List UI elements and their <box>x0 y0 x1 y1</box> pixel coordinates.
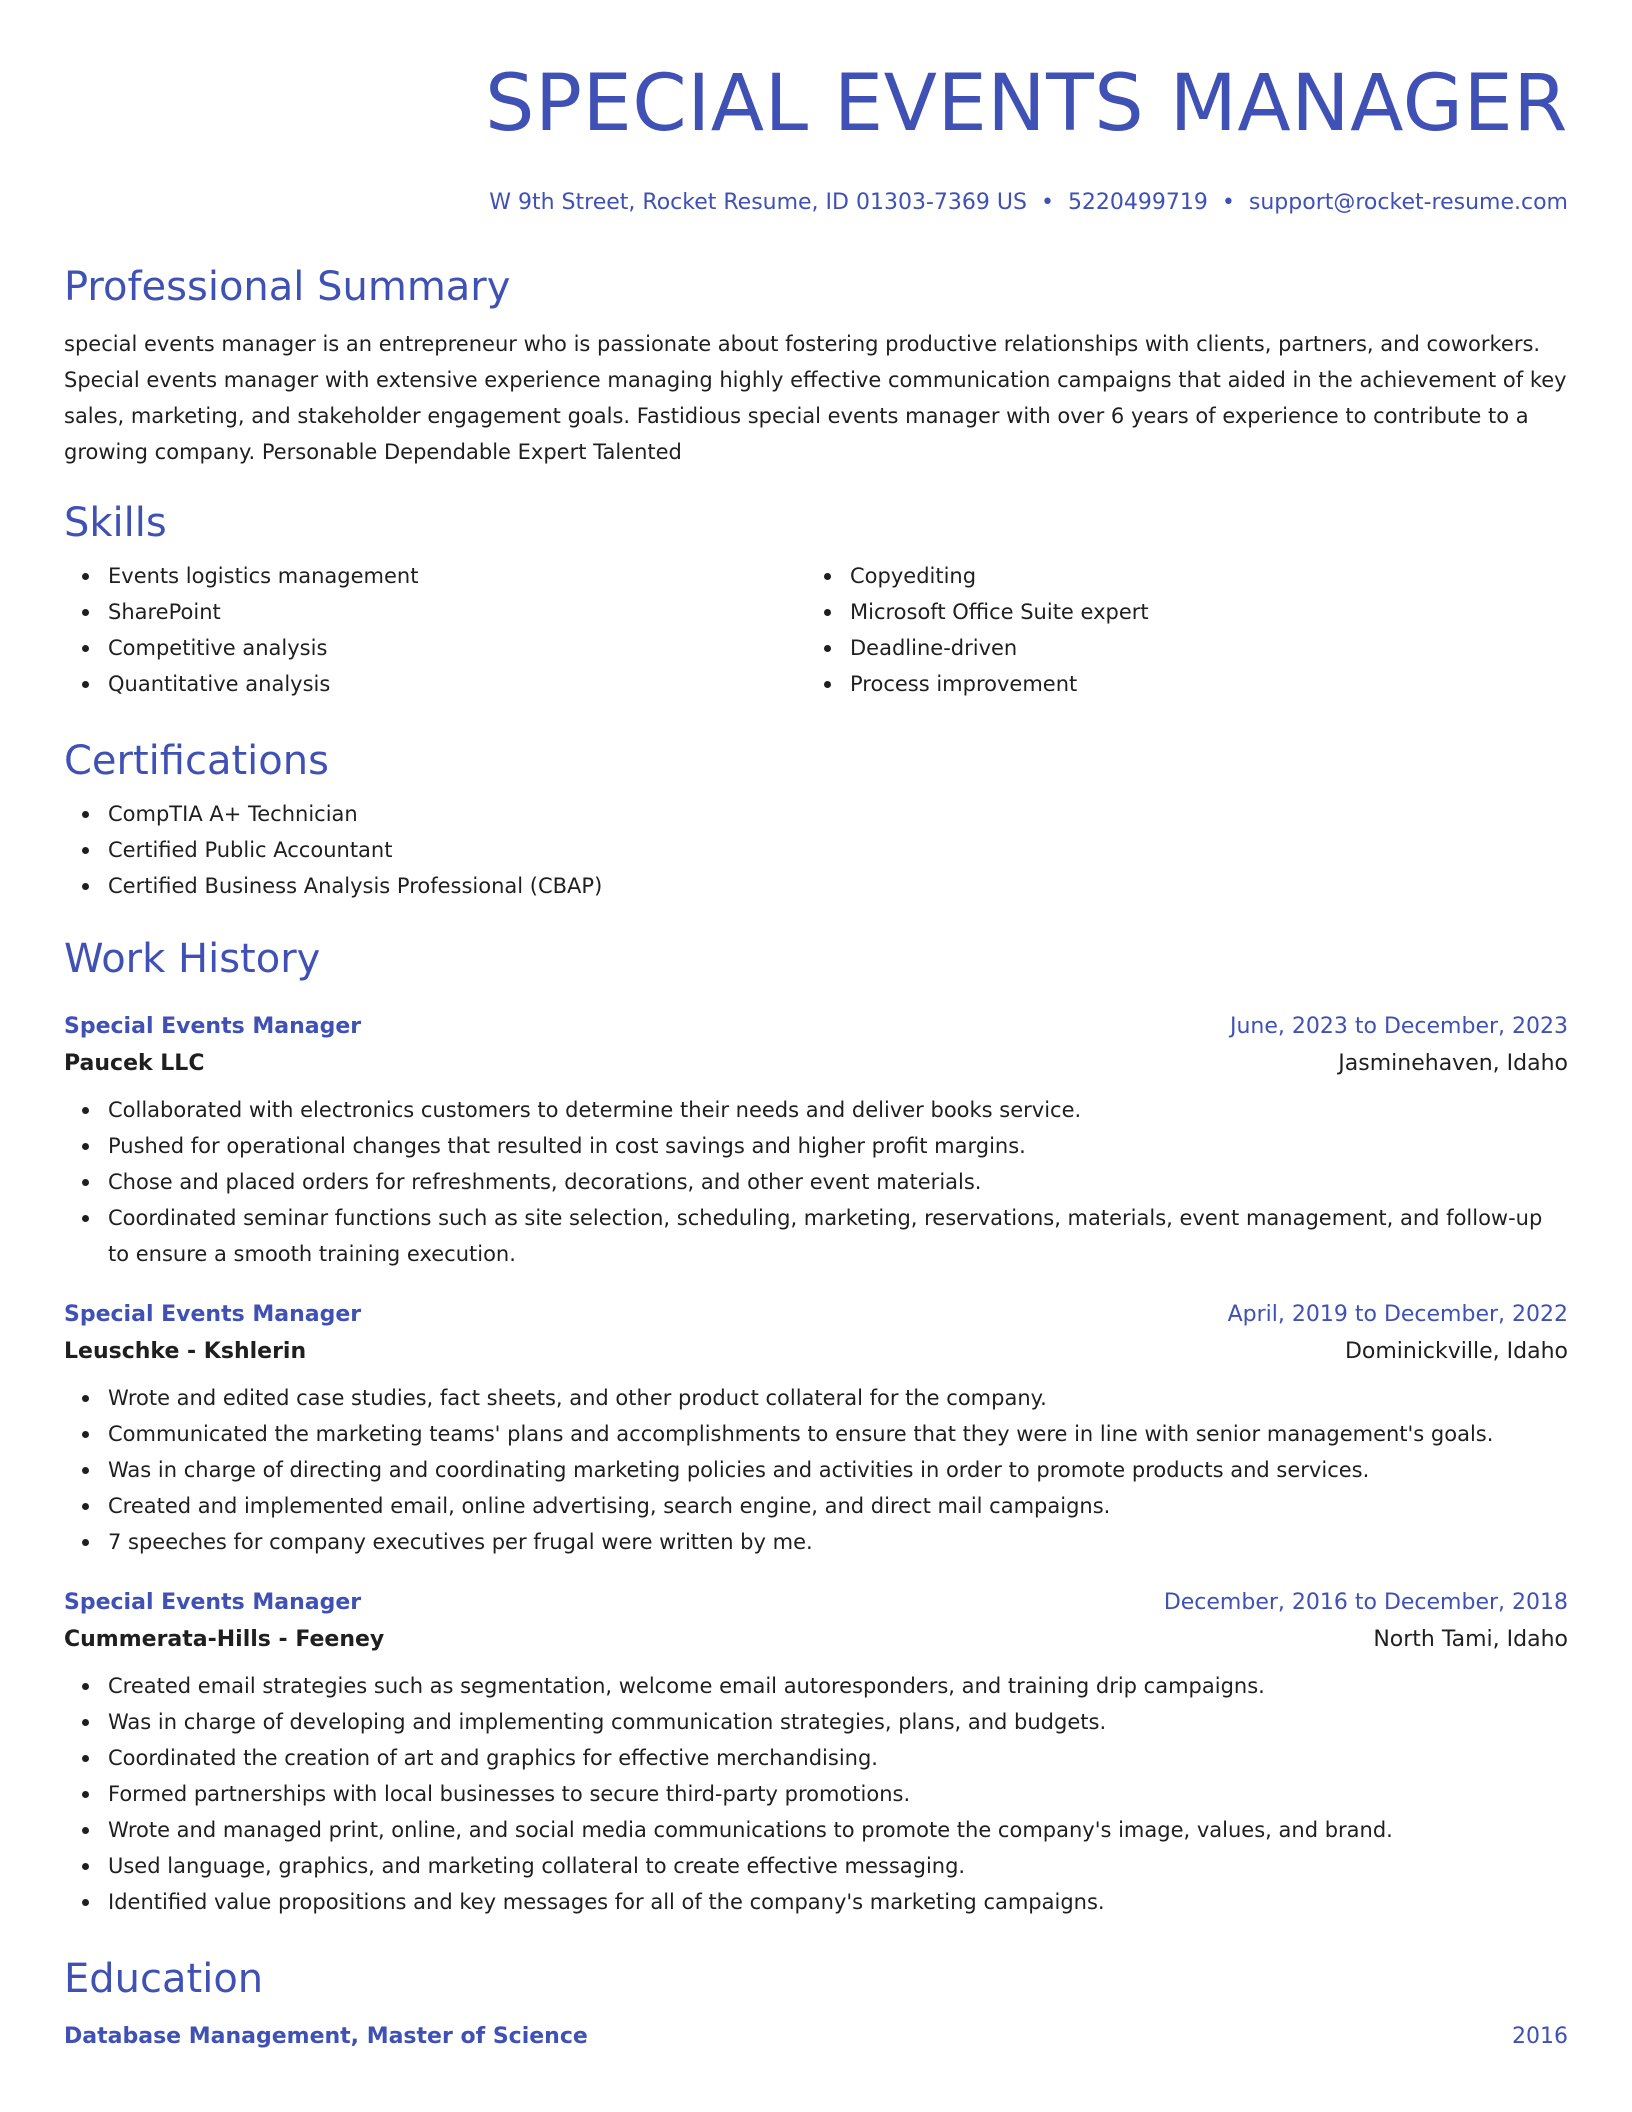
contact-line <box>64 188 1568 218</box>
job-bullet: Wrote and edited case studies, fact sheets, and other product collateral for the company. <box>108 1380 1568 1416</box>
job-company: Cummerata-Hills - Feeney <box>64 1627 385 1652</box>
job-entry <box>64 1010 1568 1272</box>
job-location: North Tami, Idaho <box>1373 1627 1568 1652</box>
job-bullets <box>64 1092 1568 1272</box>
education-row <box>64 2020 1568 2054</box>
job-entry <box>64 1586 1568 1920</box>
job-dates: April, 2019 to December, 2022 <box>1227 1302 1568 1327</box>
job-bullets <box>64 1668 1568 1920</box>
separator-dot: • <box>1040 190 1054 215</box>
job-company: Paucek LLC <box>64 1051 205 1076</box>
contact-address: W 9th Street, Rocket Resume, ID 01303-7369 US <box>489 190 1027 215</box>
skill-item: Deadline-driven <box>850 630 1548 666</box>
education-degree: Database Management, Master of Science <box>64 2024 588 2049</box>
skill-item: Process improvement <box>850 666 1548 702</box>
job-bullet: Chose and placed orders for refreshments, decorations, and other event materials. <box>108 1164 1568 1200</box>
skill-item: Copyediting <box>850 558 1548 594</box>
job-header-row <box>64 1298 1568 1332</box>
job-bullet: 7 speeches for company executives per frugal were written by me. <box>108 1524 1568 1560</box>
job-bullet: Wrote and managed print, online, and social media communications to promote the company's image, values, and brand. <box>108 1812 1568 1848</box>
summary-text: special events manager is an entrepreneur who is passionate about fostering productive relationships with clients, partners, and coworkers. Special events manager with extensive experience managing highly effective communication campaigns that aided in the achievement of key sales, marketing, and stakeholder engagement goals. Fastidious special events manager with over 6 years of experience to contribute to a growing company. Personable Dependable Expert Talented <box>64 332 1567 464</box>
job-location: Jasminehaven, Idaho <box>1338 1051 1568 1076</box>
job-location: Dominickville, Idaho <box>1344 1339 1568 1364</box>
job-bullet: Was in charge of directing and coordinating marketing policies and activities in order to promote products and services. <box>108 1452 1568 1488</box>
skills-column-right <box>806 558 1548 702</box>
skills-column-left <box>64 558 806 702</box>
separator-dot: • <box>1221 190 1235 215</box>
section-heading-summary: Professional Summary <box>64 264 511 310</box>
job-dates: June, 2023 to December, 2023 <box>1229 1014 1568 1039</box>
certification-item: CompTIA A+ Technician <box>108 796 1568 832</box>
section-heading-education: Education <box>64 1956 264 2002</box>
job-bullet: Pushed for operational changes that resulted in cost savings and higher profit margins. <box>108 1128 1568 1164</box>
job-bullet: Created and implemented email, online advertising, search engine, and direct mail campaigns. <box>108 1488 1568 1524</box>
work-history-section <box>64 934 1568 1920</box>
certification-item: Certified Public Accountant <box>108 832 1568 868</box>
job-title: Special Events Manager <box>64 1590 362 1615</box>
job-bullet: Communicated the marketing teams' plans and accomplishments to ensure that they were in line with senior management's goals. <box>108 1416 1568 1452</box>
job-bullet: Collaborated with electronics customers to determine their needs and deliver books service. <box>108 1092 1568 1128</box>
section-heading-certifications: Certifications <box>64 738 329 784</box>
job-dates: December, 2016 to December, 2018 <box>1163 1590 1568 1615</box>
skill-item: SharePoint <box>108 594 806 630</box>
job-bullet: Coordinated the creation of art and graphics for effective merchandising. <box>108 1740 1568 1776</box>
job-header-row <box>64 1010 1568 1044</box>
skills-grid <box>64 558 1568 702</box>
certifications-list <box>64 796 1568 904</box>
contact-phone: 5220499719 <box>1067 190 1208 215</box>
job-title: Special Events Manager <box>64 1014 362 1039</box>
skills-list-left <box>64 558 806 702</box>
skill-item: Microsoft Office Suite expert <box>850 594 1548 630</box>
skill-item: Quantitative analysis <box>108 666 806 702</box>
education-section <box>64 1954 1568 2054</box>
job-company-row <box>64 1044 1568 1084</box>
contact-email[interactable]: support@rocket-resume.com <box>1248 190 1568 215</box>
job-bullet: Identified value propositions and key messages for all of the company's marketing campaigns. <box>108 1884 1568 1920</box>
job-bullet: Coordinated seminar functions such as site selection, scheduling, marketing, reservations, materials, event management, and follow-up to ensure a smooth training execution. <box>108 1200 1568 1272</box>
job-company-row <box>64 1332 1568 1372</box>
certifications-section <box>64 736 1568 904</box>
skills-list-right <box>806 558 1548 702</box>
skill-item: Events logistics management <box>108 558 806 594</box>
job-bullet: Created email strategies such as segmentation, welcome email autoresponders, and training drip campaigns. <box>108 1668 1568 1704</box>
skill-item: Competitive analysis <box>108 630 806 666</box>
job-company: Leuschke - Kshlerin <box>64 1339 307 1364</box>
education-year: 2016 <box>1512 2024 1568 2049</box>
job-header-row <box>64 1586 1568 1620</box>
section-heading-work-history: Work History <box>64 936 321 982</box>
skills-section <box>64 498 1568 702</box>
certification-item: Certified Business Analysis Professional (CBAP) <box>108 868 1568 904</box>
job-bullets <box>64 1380 1568 1560</box>
job-title: Special Events Manager <box>64 1302 362 1327</box>
section-heading-skills: Skills <box>64 500 167 546</box>
job-company-row <box>64 1620 1568 1660</box>
job-entry <box>64 1298 1568 1560</box>
professional-summary-section <box>64 262 1568 470</box>
resume-title: SPECIAL EVENTS MANAGER <box>484 59 1568 149</box>
job-bullet: Used language, graphics, and marketing collateral to create effective messaging. <box>108 1848 1568 1884</box>
job-bullet: Was in charge of developing and implementing communication strategies, plans, and budgets. <box>108 1704 1568 1740</box>
job-bullet: Formed partnerships with local businesses to secure third-party promotions. <box>108 1776 1568 1812</box>
